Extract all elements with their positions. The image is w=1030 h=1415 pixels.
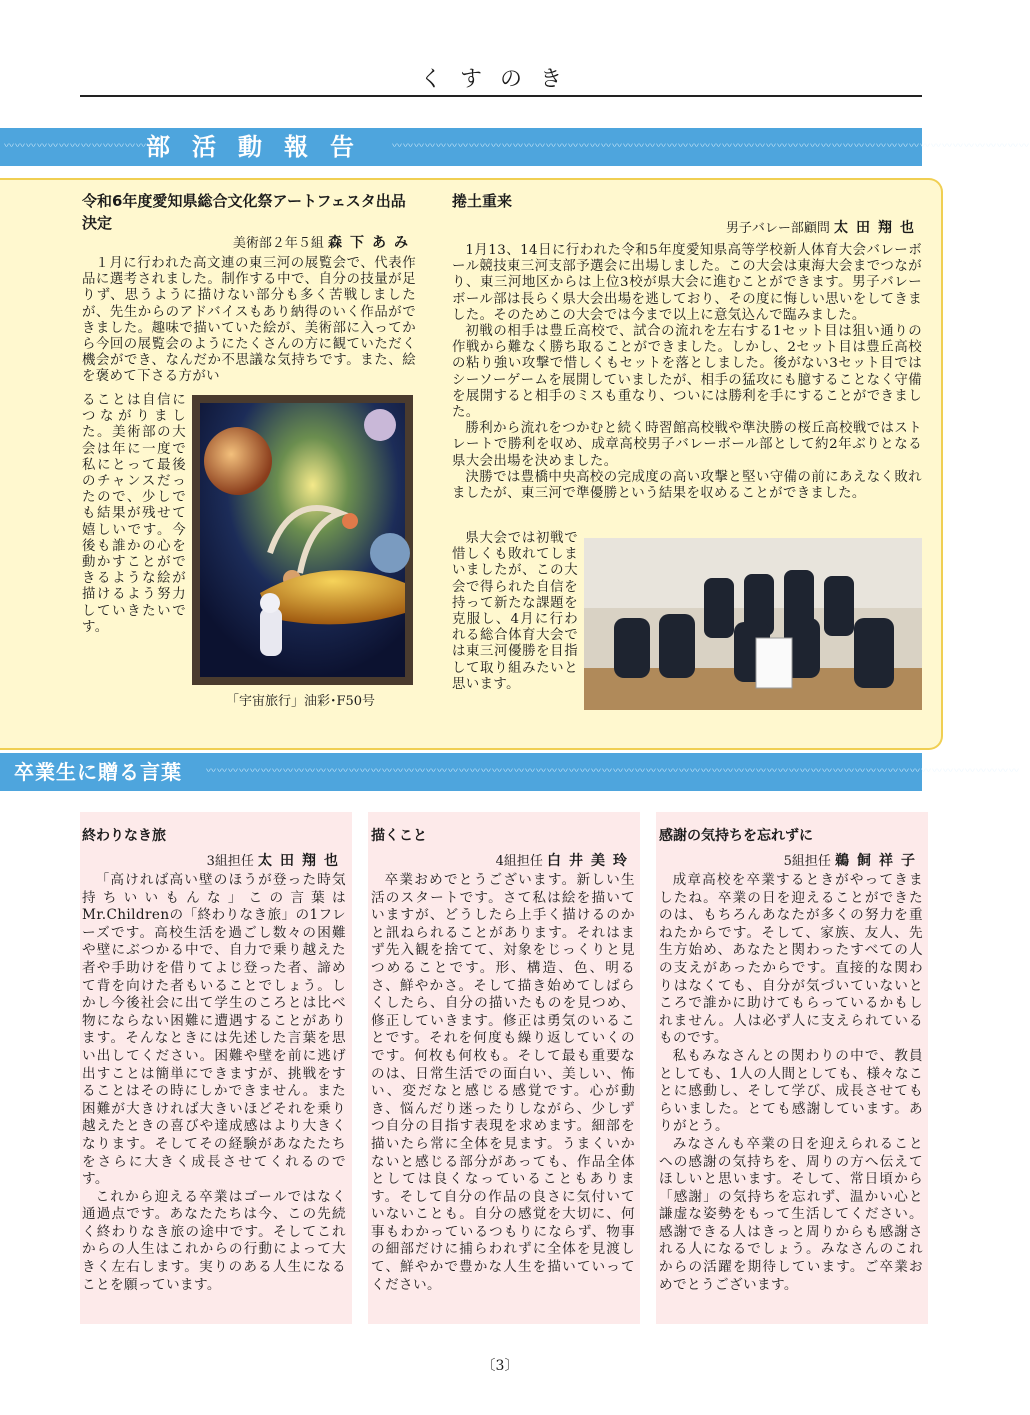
card-author-name: 白井美玲: [547, 853, 635, 869]
card-author-name: 太田翔也: [258, 853, 346, 869]
volley-body-top: [452, 243, 922, 502]
volley-paragraph: 勝利から流れをつかむと続く時習館高校戦や準決勝の桜丘高校戦ではストレートで勝利を収め、成章高校男子バレーボール部として約2年ぶりとなる県大会出場を決めました。: [452, 421, 922, 469]
volley-paragraph: 決勝では豊橋中央高校の完成度の高い攻撃と堅い守備の前にあえなく敗れましたが、東三河で準優勝という結果を収めることができました。: [452, 469, 922, 502]
card-body: [371, 872, 635, 1294]
painting-caption: 「宇宙旅行」油彩･F50号: [226, 694, 376, 709]
card-author-name: 鵜飼祥子: [835, 853, 923, 869]
volley-author-name: 太田翔也: [834, 220, 922, 236]
art-byline: [82, 232, 416, 252]
grad-section-heading: 卒業生に贈る言葉: [14, 760, 182, 784]
card-title: 描くこと: [371, 828, 427, 844]
volley-article-title: 捲土重来: [452, 192, 513, 210]
card-byline: [82, 850, 346, 870]
wave-decoration: 〰〰〰〰〰〰〰〰〰〰〰〰〰〰〰〰〰〰〰〰〰〰〰〰〰〰〰〰〰〰〰〰〰〰〰〰〰〰〰〰〰〰〰〰〰〰〰〰〰〰〰〰〰〰〰〰〰〰〰〰〰〰〰〰〰〰〰〰〰〰〰〰〰〰: [206, 766, 1020, 777]
card-paragraph: 卒業おめでとうございます。新しい生活のスタートです。さて私は絵を描いていますが、どうしたら上手く描けるのかと訊ねられることがあります。それはまず先入観を捨てて、対象をじっくりと見つめることです。形、構造、色、明るさ、鮮やかさ。そして描き始めてしばらくしたら、自分の描いたものを見つめ、修正していきます。修正は勇気のいることです。それを何度も繰り返していくのです。何枚も何枚も。そして最も重要なのは、日常生活での面白い、美しい、怖い、変だなと感じる感覚です。心が動き、悩んだり迷ったりしながら、少しずつ自分の目指す表現を求めます。細部を描いたら常に全体を見ます。うまくいかないと感じる部分があっても、作品全体としては良くなっていることもあります。そして自分の作品の良さに気付いていないことも。自分の感覚を大切に、何事もわかっているつもりにならず、物事の細部だけに捕らわれずに全体を見渡して、鮮やかで豊かな人生を描いていってください。: [371, 872, 635, 1293]
card-author-role: 4組担任: [495, 854, 543, 869]
card-paragraph: 成章高校を卒業するときがやってきましたね。卒業の日を迎えることができたのは、もちろんあなたが多くの努力を重ねたからです。そして、家族、友人、先生方始め、あなたと関わったすべての人の支えがあったからです。直接的な関わりはなくても、自分が気づいていないところで誰かに助けてもらっているかもしれません。人は必ず人に支えられているものです。: [659, 872, 923, 1047]
wave-decoration: 〰〰〰〰〰〰〰〰〰〰〰〰〰〰: [4, 141, 158, 152]
art-paragraph: １月に行われた高文連の東三河の展覧会で、代表作品に選考されました。制作する中で、自分の技量が足りず、思うように描けない部分も多く苦戦しましたが、先生からのアドバイスもあり納得のいく作品ができました。趣味で描いていた絵が、美術部に入ってから今回の展覧会のようにたくさんの方に観ていただく機会ができ、なんだか不思議な気持ちです。また、絵を褒めて下さる方がい: [82, 256, 416, 385]
card-title: 終わりなき旅: [82, 828, 166, 844]
club-section-band: [0, 128, 1030, 166]
art-author-name: 森下あみ: [328, 235, 416, 251]
card-author-role: 5組担任: [783, 854, 831, 869]
art-paragraph: ることは自信につながりました。美術部の大会は年に一度で私にとって最後のチャンスだったので、少しでも結果が残せて嬉しいです。今後も誰かの心を動かすことができるような絵が描けるよう努力していきたいです。: [82, 393, 186, 635]
card-title: 感謝の気持ちを忘れずに: [659, 828, 813, 844]
wave-decoration: 〰〰〰〰〰〰〰〰〰〰〰〰〰〰〰〰〰〰〰〰〰〰〰〰〰〰〰〰〰〰〰〰〰〰〰〰〰〰〰〰〰〰〰〰〰〰〰〰〰〰〰〰〰〰〰〰〰〰: [392, 141, 1030, 152]
art-article-title: 令和6年度愛知県総合文化祭アートフェスタ出品決定: [82, 192, 406, 232]
page-number: 〔3〕: [481, 1358, 519, 1374]
card-author-role: 3組担任: [206, 854, 254, 869]
volley-paragraph: 初戦の相手は豊丘高校で、試合の流れを左右する1セット目は狙い通りの作戦から難なく勝ち取ることができました。しかし、2セット目は豊丘高校の粘り強い攻撃で惜しくもセットを落としました。後がない3セット目ではシーソーゲームを展開していましたが、相手の猛攻にも臆することなく守備を展開すると相手のミスも重なり、ついには勝利を手にすることができました。: [452, 324, 922, 421]
painting-image: [192, 395, 413, 685]
art-body-side: [82, 393, 186, 636]
volley-author-role: 男子バレー部顧問: [725, 221, 830, 236]
art-author-role: 美術部２年５組: [232, 236, 324, 251]
volley-byline: [452, 217, 922, 237]
card-body: [82, 872, 346, 1294]
grad-section-band: [0, 753, 1020, 791]
volley-paragraph: 1月13、14日に行われた令和5年度愛知県高等学校新人体育大会バレーボール競技東三河支部予選会に出場しました。この大会は東海大会までつながり、東三河地区からは上位3校が県大会に進むことができます。男子バレーボール部は長らく県大会出場を逃しており、その度に悔しい思いをしてきました。そのためこの大会では今まで以上に意気込んで臨みました。: [452, 243, 922, 323]
team-photo: [584, 538, 922, 710]
card-body: [659, 872, 923, 1294]
card-paragraph: みなさんも卒業の日を迎えられることへの感謝の気持ちを、周りの方へ伝えてほしいと思います。そして、常日頃から「感謝」の気持ちを忘れず、温かい心と謙虚な姿勢をもって生活してください。感謝できる人はきっと周りからも感謝される人になるでしょう。みなさんのこれからの活躍を期待しています。ご卒業おめでとうございます。: [659, 1135, 923, 1293]
card-paragraph: 私もみなさんとの関わりの中で、教員としても、1人の人間としても、様々なことに感動し、そして学び、成長させてもらいました。とても感謝しています。ありがとう。: [659, 1047, 923, 1135]
card-paragraph: 「高ければ高い壁のほうが登った時気持ちいいもんな」この言葉はMr.Childrenの「終わりなき旅」の1フレーズです。高校生活を過ごし数々の困難や壁にぶつかる中で、自力で乗り越えた者や手助けを借りてよじ登った者、諦めて背を向けた者もいることでしょう。しかし今後社会に出て学生のころとは比べ物にならない困難に遭遇することがあります。そんなときには先述した言葉を思い出してください。困難や壁を前に逃げ出すことは簡単にできますが、挑戦をすることはその時にしかできません。また困難が大きければ大きいほどそれを乗り越えたときの喜びや達成感はより大きくなります。そしてその経験があなたたちをさらに大きく成長させてくれるのです。: [82, 872, 346, 1188]
art-body-top: [82, 256, 416, 386]
newsletter-title: くすのき: [419, 67, 580, 92]
volley-paragraph: 県大会では初戦で惜しくも敗れてしまいましたが、この大会で得られた自信を持って新たな課題を克服し、4月に行われる総合体育大会では東三河優勝を目指して取り組みたいと思います。: [452, 531, 578, 692]
volley-body-side: [452, 531, 578, 693]
club-section-heading: 部活動報告: [146, 133, 376, 161]
card-paragraph: これから迎える卒業はゴールではなく通過点です。あなたたちは今、この先続く終わりなき旅の途中です。そしてこれからの人生はこれからの行動によって大きく左右します。実りのある人生になることを願っています。: [82, 1188, 346, 1293]
card-byline: [659, 850, 923, 870]
header-rule: [80, 95, 922, 97]
card-byline: [371, 850, 635, 870]
